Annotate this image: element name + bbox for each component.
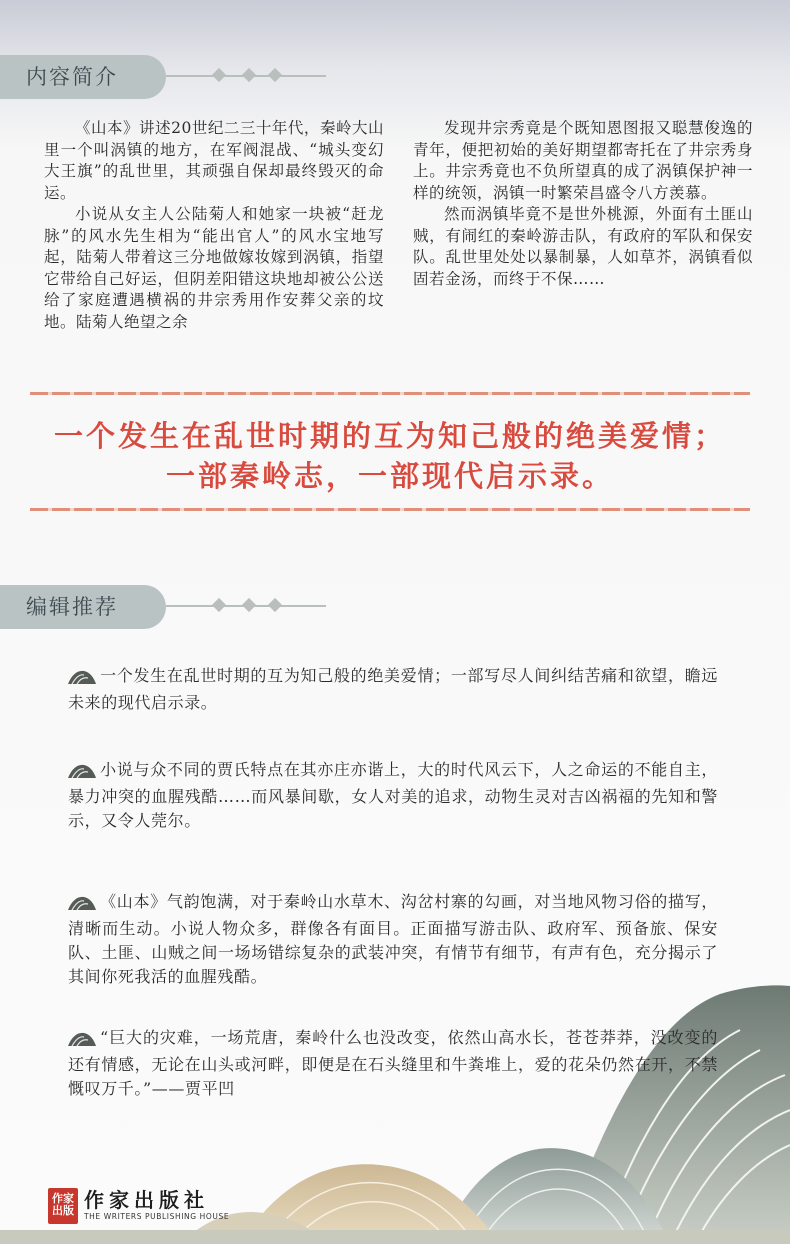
section-tab-recommend	[0, 585, 166, 629]
mountain-bullet-icon	[68, 1029, 96, 1053]
banner-rule-bottom	[30, 508, 750, 511]
intro-paragraph: 发现井宗秀竟是个既知恩图报又聪慧俊逸的青年，便把初始的美好期望都寄托在了井宗秀身上。井宗秀竟也不负所望真的成了涡镇保护神一样的统领，涡镇一时繁荣昌盛令八方羡慕。	[413, 119, 753, 202]
recommendation-item	[68, 1026, 718, 1101]
recommendation-text: 一个发生在乱世时期的互为知己般的绝美爱情；一部写尽人间纠结苦痛和欲望，瞻远未来的现代启示录。	[68, 666, 718, 712]
recommendation-item	[68, 890, 718, 989]
mountain-bullet-icon	[68, 761, 96, 785]
banner-rule-top	[30, 392, 750, 395]
tagline-line-2: 一部秦岭志，一部现代启示录。	[165, 459, 614, 493]
tab-ornament	[166, 598, 326, 614]
recommendation-text: “巨大的灾难，一场荒唐，秦岭什么也没改变，依然山高水长，苍苍莽莽，没改变的还有情感，无论在山头或河畔，即便是在石头缝里和牛粪堆上，爱的花朵仍然在开，不禁慨叹万千。”——贾平凹	[68, 1028, 718, 1098]
publisher-logo	[48, 1188, 229, 1224]
publisher-name-cn: 作家出版社	[84, 1188, 209, 1212]
section-title-recommend: 编辑推荐	[26, 595, 118, 619]
recommendation-text: 小说与众不同的贾氏特点在其亦庄亦谐上，大的时代风云下，人之命运的不能自主，暴力冲突的血腥残酷……而风暴间歇，女人对美的追求，动物生灵对吉凶祸福的先知和警示，又令人莞尔。	[68, 760, 718, 830]
tab-ornament	[166, 68, 326, 84]
footer-band	[0, 1230, 790, 1244]
recommendation-text: 《山本》气韵饱满，对于秦岭山水草木、沟岔村寨的勾画，对当地风物习俗的描写，清晰而生动。小说人物众多，群像各有面目。正面描写游击队、政府军、预备旅、保安队、土匪、山贼之间一场场错综复杂的武装冲突，有情节有细节，有声有色，充分揭示了其间你死我活的血腥残酷。	[68, 892, 718, 986]
intro-paragraph: 小说从女主人公陆菊人和她家一块被“赶龙脉”的风水先生相为“能出官人”的风水宝地写起，陆菊人带着这三分地做嫁妆嫁到涡镇，指望它带给自己好运，但阴差阳错这块地却被公公送给了家庭遭遇横祸的井宗秀用作安葬父亲的坟地。陆菊人绝望之余	[44, 205, 384, 331]
mountain-bullet-icon	[68, 667, 96, 691]
section-title-intro: 内容简介	[26, 65, 118, 89]
publisher-name-en: THE WRITERS PUBLISHING HOUSE	[84, 1212, 230, 1221]
publisher-seal: 作家出版	[48, 1188, 78, 1224]
tagline-banner	[30, 392, 750, 514]
intro-paragraph: 然而涡镇毕竟不是世外桃源，外面有土匪山贼，有闹红的秦岭游击队，有政府的军队和保安队。乱世里处处以暴制暴，人如草芥，涡镇看似固若金汤，而终于不保……	[413, 205, 753, 288]
recommendation-item	[68, 664, 718, 715]
section-tab-intro	[0, 55, 166, 99]
intro-left-column	[44, 118, 384, 333]
recommendation-item	[68, 758, 718, 833]
intro-right-column	[413, 118, 753, 290]
intro-paragraph: 《山本》讲述20世纪二三十年代，秦岭大山里一个叫涡镇的地方，在军阀混战、“城头变幻大王旗”的乱世里，其顽强自保却最终毁灭的命运。	[44, 119, 384, 202]
mountain-bullet-icon	[68, 893, 96, 917]
tagline-line-1: 一个发生在乱世时期的互为知己般的绝美爱情；	[53, 419, 726, 453]
